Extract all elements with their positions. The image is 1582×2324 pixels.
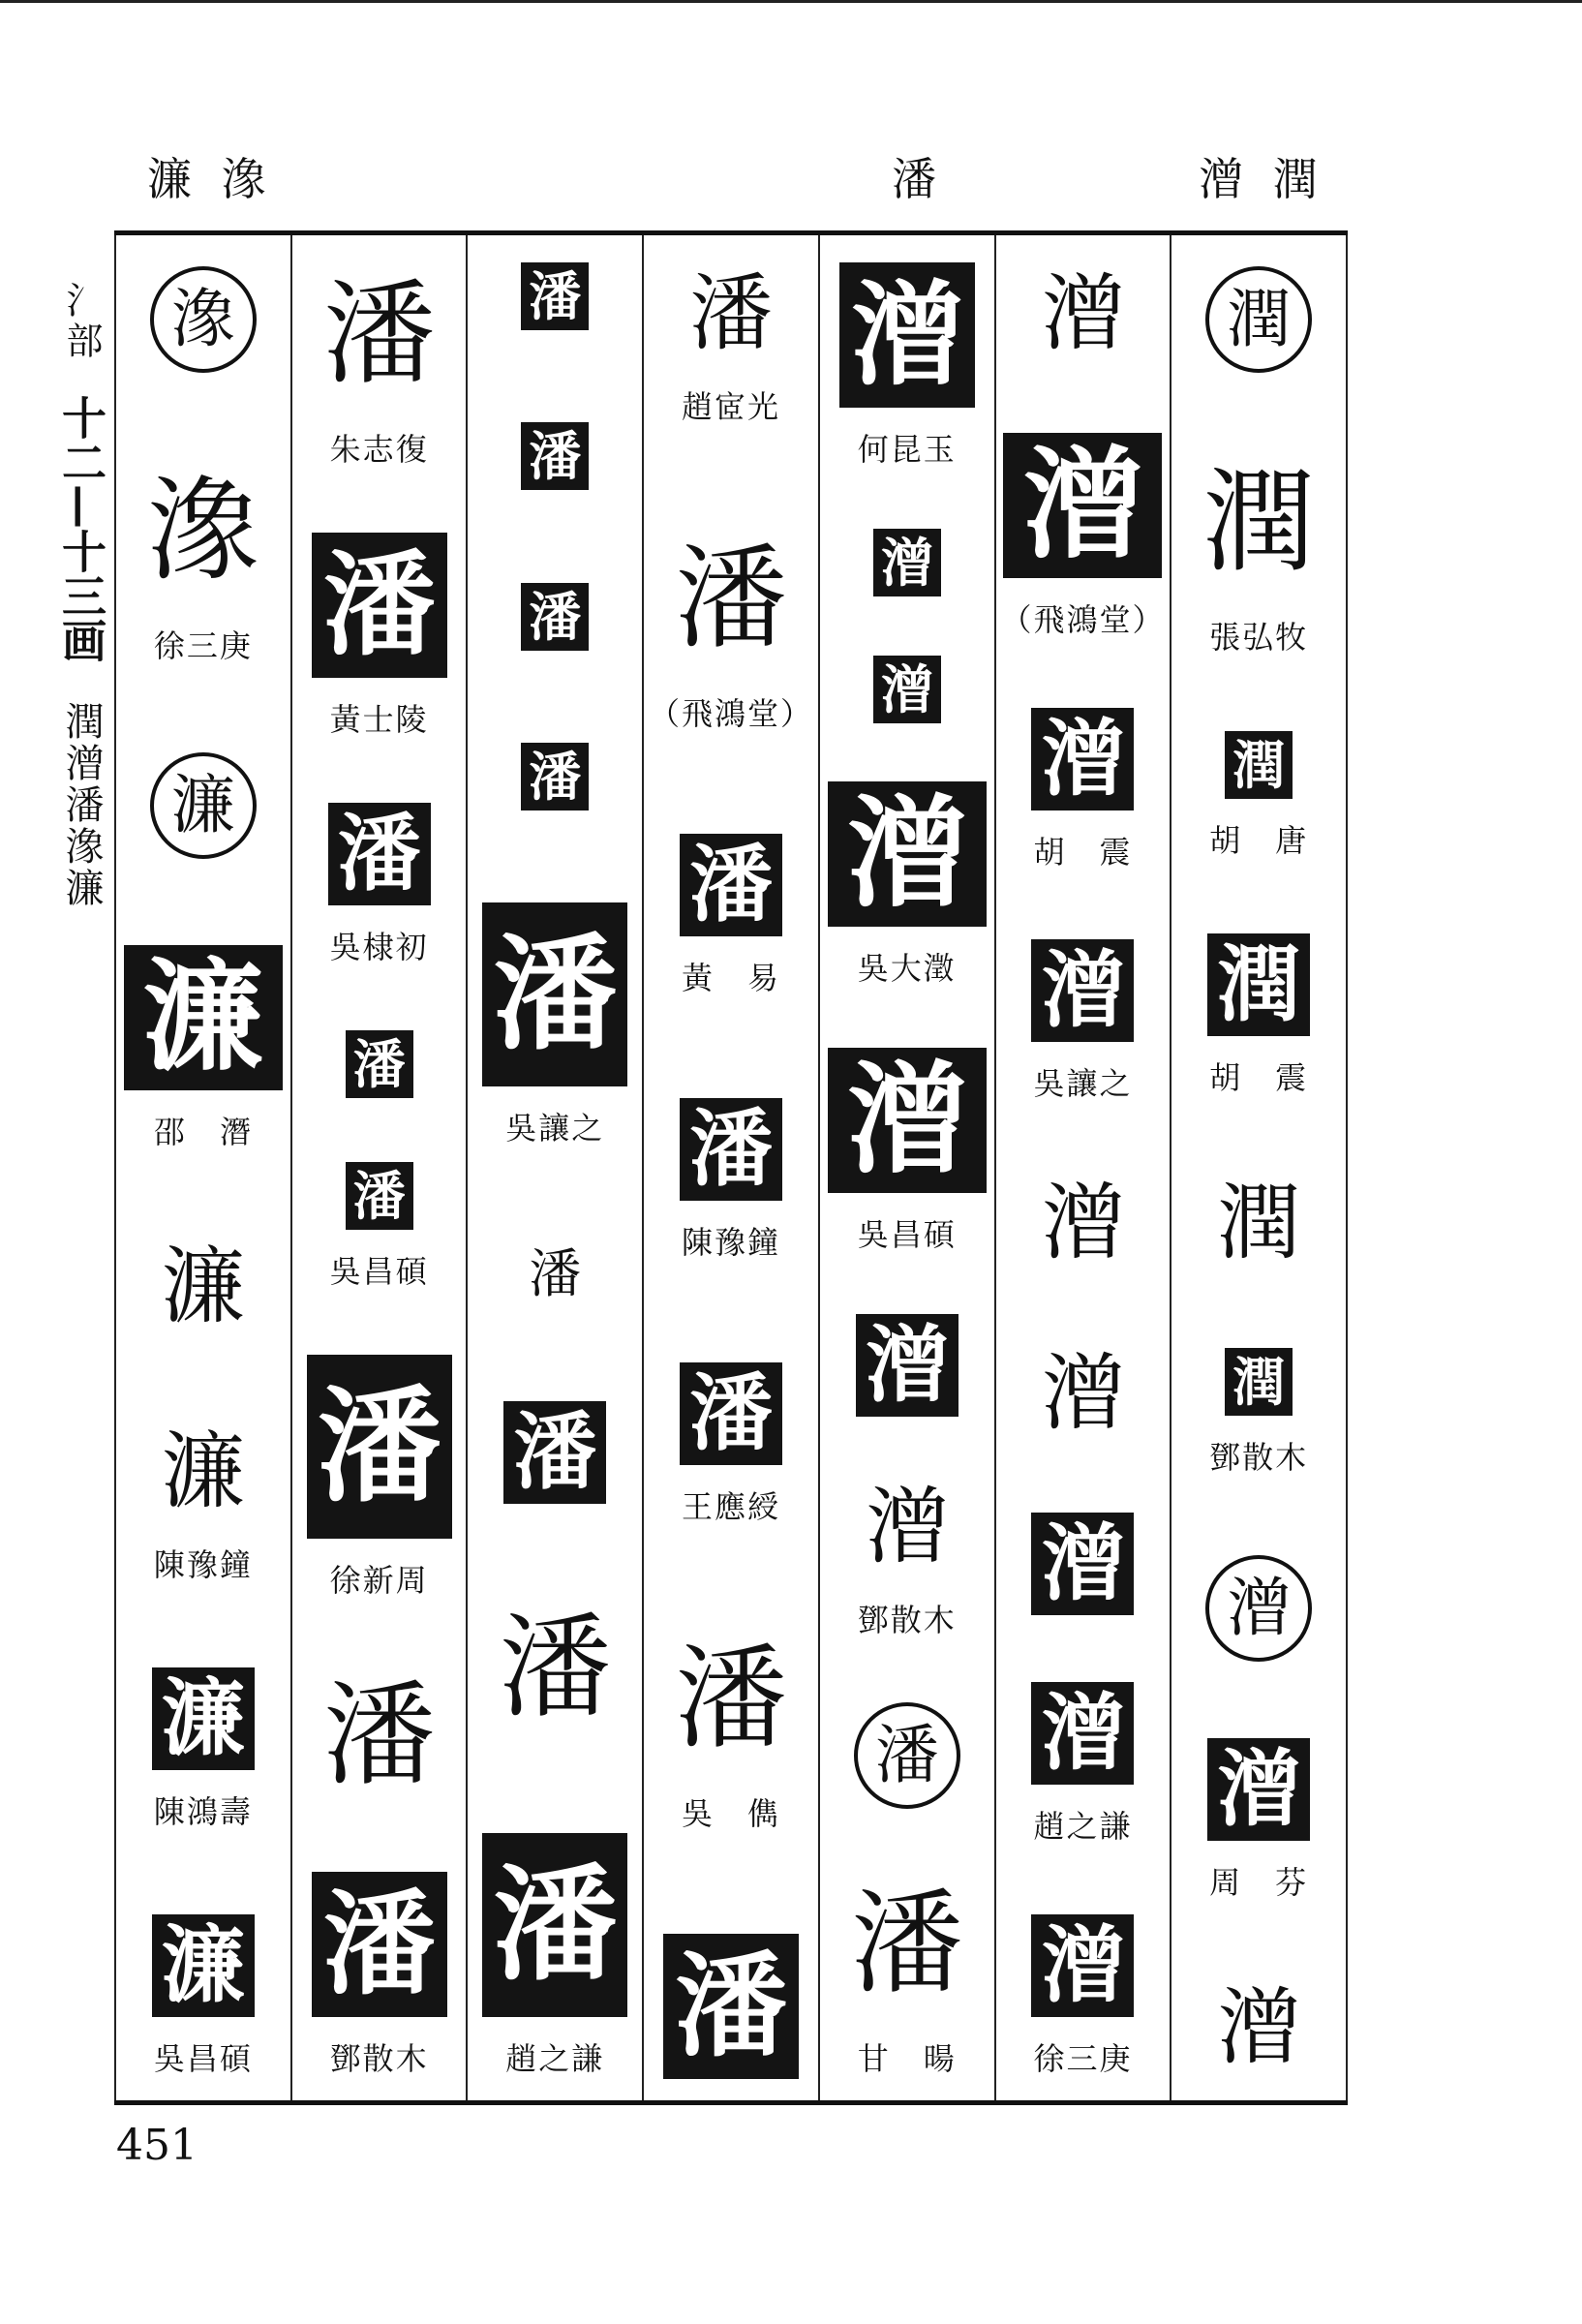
seal-entry (312, 262, 447, 470)
seal-impression-solid: 潘 (663, 1934, 799, 2079)
seal-impression-solid: 潧 (828, 781, 987, 927)
seal-entry (136, 459, 271, 666)
carver-name: 鄧散木 (329, 2039, 429, 2077)
seal-entry (152, 1421, 255, 1585)
seal-entry (1191, 450, 1326, 657)
carver-name: 徐新周 (329, 1561, 429, 1599)
seal-entry (873, 656, 941, 723)
carver-name: 趙之謙 (505, 2040, 605, 2077)
header-left-chars: 濂 潒 (147, 153, 274, 205)
seal-entry (1207, 1976, 1310, 2079)
side-radical: 氵部 (60, 281, 103, 362)
seal-impression-solid: 潧 (1003, 433, 1162, 578)
seal-entry (828, 1048, 987, 1255)
carver-name: 趙宧光 (682, 388, 781, 425)
carver-name: 吳讓之 (1033, 1065, 1133, 1103)
carver-name: 陳豫鐘 (153, 1545, 253, 1583)
carver-name: 黃士陵 (329, 701, 429, 739)
seal-entry (152, 1914, 255, 2079)
seal-impression-outline: 潤 (1202, 456, 1316, 588)
carver-name: 吳讓之 (505, 1110, 605, 1147)
carver-name: 黃 易 (682, 960, 781, 996)
seal-entry (828, 781, 987, 989)
header-middle-char: 潘 (892, 153, 944, 205)
seal-impression-outline: 潤 (1217, 1175, 1301, 1271)
seal-entry (482, 902, 627, 1148)
seal-impression-solid: 潘 (521, 743, 589, 810)
seal-entry (1031, 1342, 1134, 1445)
carver-name: 吳昌碩 (153, 2039, 253, 2077)
standard-character-circle: 潧 (1205, 1555, 1312, 1662)
seal-entry (487, 1596, 623, 1741)
seal-impression-solid: 潧 (828, 1048, 987, 1193)
seal-impression-solid: 潧 (1031, 1682, 1134, 1785)
seal-impression-outline: 濂 (161, 1238, 245, 1335)
seal-impression-solid: 潧 (873, 529, 941, 596)
seal-entry (124, 945, 283, 1152)
seal-entry (873, 529, 941, 596)
seal-impression-outline: 潘 (850, 1879, 963, 2009)
seal-entry (150, 749, 257, 863)
seal-entry (663, 1934, 799, 2079)
seal-entry (521, 583, 589, 651)
seal-entry (1031, 939, 1134, 1104)
seal-impression-solid: 潤 (1225, 731, 1293, 799)
carver-name: 鄧散木 (1209, 1438, 1309, 1476)
seal-entry (312, 533, 447, 740)
seal-impression-solid: 潘 (482, 1833, 627, 2017)
seal-impression-solid: 潘 (680, 834, 782, 936)
seal-impression-solid: 潘 (680, 1362, 782, 1465)
seal-impression-solid: 濂 (152, 1914, 255, 2017)
seal-impression-solid: 潘 (312, 533, 447, 678)
seal-impression-outline: 潘 (529, 1243, 582, 1305)
seal-impression-solid: 潘 (521, 262, 589, 330)
seal-entry (521, 422, 589, 490)
seal-impression-solid: 潧 (1031, 1513, 1134, 1615)
seal-impression-solid: 潤 (1207, 933, 1310, 1036)
carver-name: 周 芬 (1209, 1864, 1309, 1902)
page-number: 451 (116, 2121, 198, 2170)
carver-name: 陳豫鐘 (682, 1224, 781, 1261)
carver-name: 胡 震 (1033, 833, 1133, 871)
seal-entry (1209, 1348, 1308, 1478)
seal-entry (307, 1355, 452, 1601)
seal-impression-solid: 濂 (152, 1667, 255, 1770)
seal-impression-solid: 潘 (328, 803, 431, 905)
standard-character-circle: 潤 (1205, 266, 1312, 373)
seal-impression-outline: 潘 (675, 534, 787, 664)
seal-entry (1031, 262, 1134, 365)
side-index (56, 281, 106, 909)
seal-entry (1031, 708, 1134, 872)
seal-entry (150, 262, 257, 377)
carver-name: 邵 潛 (153, 1114, 253, 1151)
standard-character-circle: 潒 (150, 266, 257, 373)
seal-entry (1000, 433, 1165, 640)
seal-entry (152, 1236, 255, 1338)
seal-impression-solid: 潘 (521, 583, 589, 651)
seal-column-2 (292, 235, 469, 2100)
seal-entry (1205, 1551, 1312, 1666)
seal-entry (1031, 1513, 1134, 1615)
seal-entry (680, 1362, 782, 1527)
seal-impression-solid: 潘 (307, 1355, 452, 1539)
seal-entry (521, 1240, 589, 1308)
seal-impression-solid: 潘 (346, 1030, 413, 1098)
seal-entry (503, 1401, 606, 1504)
seal-impression-outline: 潘 (675, 1634, 788, 1764)
seal-impression-outline: 潧 (1041, 1344, 1125, 1442)
seal-entry (312, 1664, 447, 1809)
seal-column-1 (114, 235, 292, 2100)
side-character-list: 潤潧潘潒濂 (59, 701, 104, 909)
seal-entry (1207, 1738, 1310, 1903)
seal-impression-solid: 潘 (503, 1401, 606, 1504)
seal-impression-solid: 潧 (1031, 1914, 1134, 2017)
seal-impression-outline: 潧 (865, 1478, 949, 1575)
seal-entry (839, 1872, 975, 2079)
seal-entry (680, 1098, 782, 1263)
seal-entry (482, 1833, 627, 2079)
carver-name: 甘 暘 (857, 2040, 957, 2077)
seal-impression-solid: 潘 (521, 422, 589, 490)
carver-name: 吳昌碩 (857, 1216, 957, 1253)
carver-name: 朱志復 (329, 431, 429, 468)
seal-entry (521, 262, 589, 330)
seal-entry (1207, 1172, 1310, 1274)
seal-column-7 (1171, 235, 1348, 2100)
seal-entry (328, 803, 431, 967)
seal-impression-outline: 濂 (161, 1422, 245, 1520)
seal-entry (649, 527, 813, 734)
seal-entry (1209, 731, 1308, 861)
carver-name: 徐三庚 (153, 627, 253, 665)
seal-impression-solid: 潘 (312, 1872, 447, 2017)
seal-impression-solid: 潘 (482, 902, 627, 1086)
seal-impression-outline: 潘 (322, 269, 436, 400)
carver-name: 胡 震 (1209, 1059, 1309, 1097)
seal-impression-outline: 潘 (499, 1602, 612, 1733)
carver-name: 張弘牧 (1209, 618, 1309, 656)
seal-entry (856, 1476, 958, 1640)
carver-name: 王應綬 (682, 1488, 781, 1525)
seal-column-6 (996, 235, 1172, 2100)
seal-entry (330, 1162, 429, 1292)
seal-impression-solid: 潤 (1225, 1348, 1293, 1416)
seal-impression-outline: 潘 (322, 1669, 436, 1801)
seal-entry (312, 1872, 447, 2079)
carver-name: 吳大澂 (857, 950, 957, 988)
seal-table (114, 230, 1348, 2105)
carver-name: 徐三庚 (1033, 2040, 1133, 2077)
seal-entry (1031, 1172, 1134, 1274)
seal-impression-solid: 潘 (680, 1098, 782, 1201)
seal-impression-outline: 潧 (1041, 265, 1125, 362)
seal-impression-solid: 潧 (856, 1314, 958, 1417)
seal-impression-solid: 潧 (839, 262, 975, 408)
seal-impression-outline: 潧 (1041, 1175, 1125, 1271)
carver-name: 趙之謙 (1033, 1808, 1133, 1846)
carver-name: （飛鴻堂） (649, 695, 814, 732)
seal-entry (346, 1030, 413, 1098)
seal-entry (854, 1698, 960, 1813)
seal-impression-outline: 潧 (1217, 1979, 1301, 2076)
seal-entry (1031, 1682, 1134, 1847)
carver-name: 吳 儁 (682, 1795, 781, 1832)
seal-column-4 (644, 235, 820, 2100)
carver-name: （飛鴻堂） (1000, 600, 1166, 638)
standard-character-circle: 潘 (854, 1702, 960, 1809)
seal-entry (680, 834, 782, 998)
seal-impression-solid: 潘 (346, 1162, 413, 1230)
seal-impression-outline: 潘 (689, 265, 774, 362)
seal-entry (680, 262, 782, 427)
seal-impression-solid: 潧 (1031, 939, 1134, 1042)
seal-entry (1205, 262, 1312, 377)
side-stroke-count: 十二—十三画 (55, 395, 107, 662)
seal-column-3 (468, 235, 644, 2100)
carver-name: 何昆玉 (857, 431, 957, 468)
standard-character-circle: 濂 (150, 752, 257, 859)
seal-impression-solid: 濂 (124, 945, 283, 1090)
carver-name: 胡 唐 (1209, 821, 1309, 859)
seal-impression-solid: 潧 (873, 656, 941, 723)
top-rule (0, 0, 1582, 3)
carver-name: 吳棣初 (329, 929, 429, 966)
carver-name: 陳鴻壽 (153, 1792, 253, 1830)
seal-entry (856, 1314, 958, 1417)
seal-entry (152, 1667, 255, 1832)
carver-name: 鄧散木 (857, 1601, 957, 1638)
seal-entry (663, 1627, 799, 1834)
seal-impression-outline: 潒 (146, 466, 259, 597)
seal-column-5 (820, 235, 996, 2100)
seal-impression-solid: 潧 (1207, 1738, 1310, 1841)
seal-impression-solid: 潧 (1031, 708, 1134, 810)
seal-entry (521, 743, 589, 810)
seal-entry (839, 262, 975, 470)
seal-entry (1207, 933, 1310, 1098)
carver-name: 吳昌碩 (329, 1252, 429, 1290)
seal-entry (1031, 1914, 1134, 2079)
header-right-chars: 潧 潤 (1199, 153, 1325, 205)
